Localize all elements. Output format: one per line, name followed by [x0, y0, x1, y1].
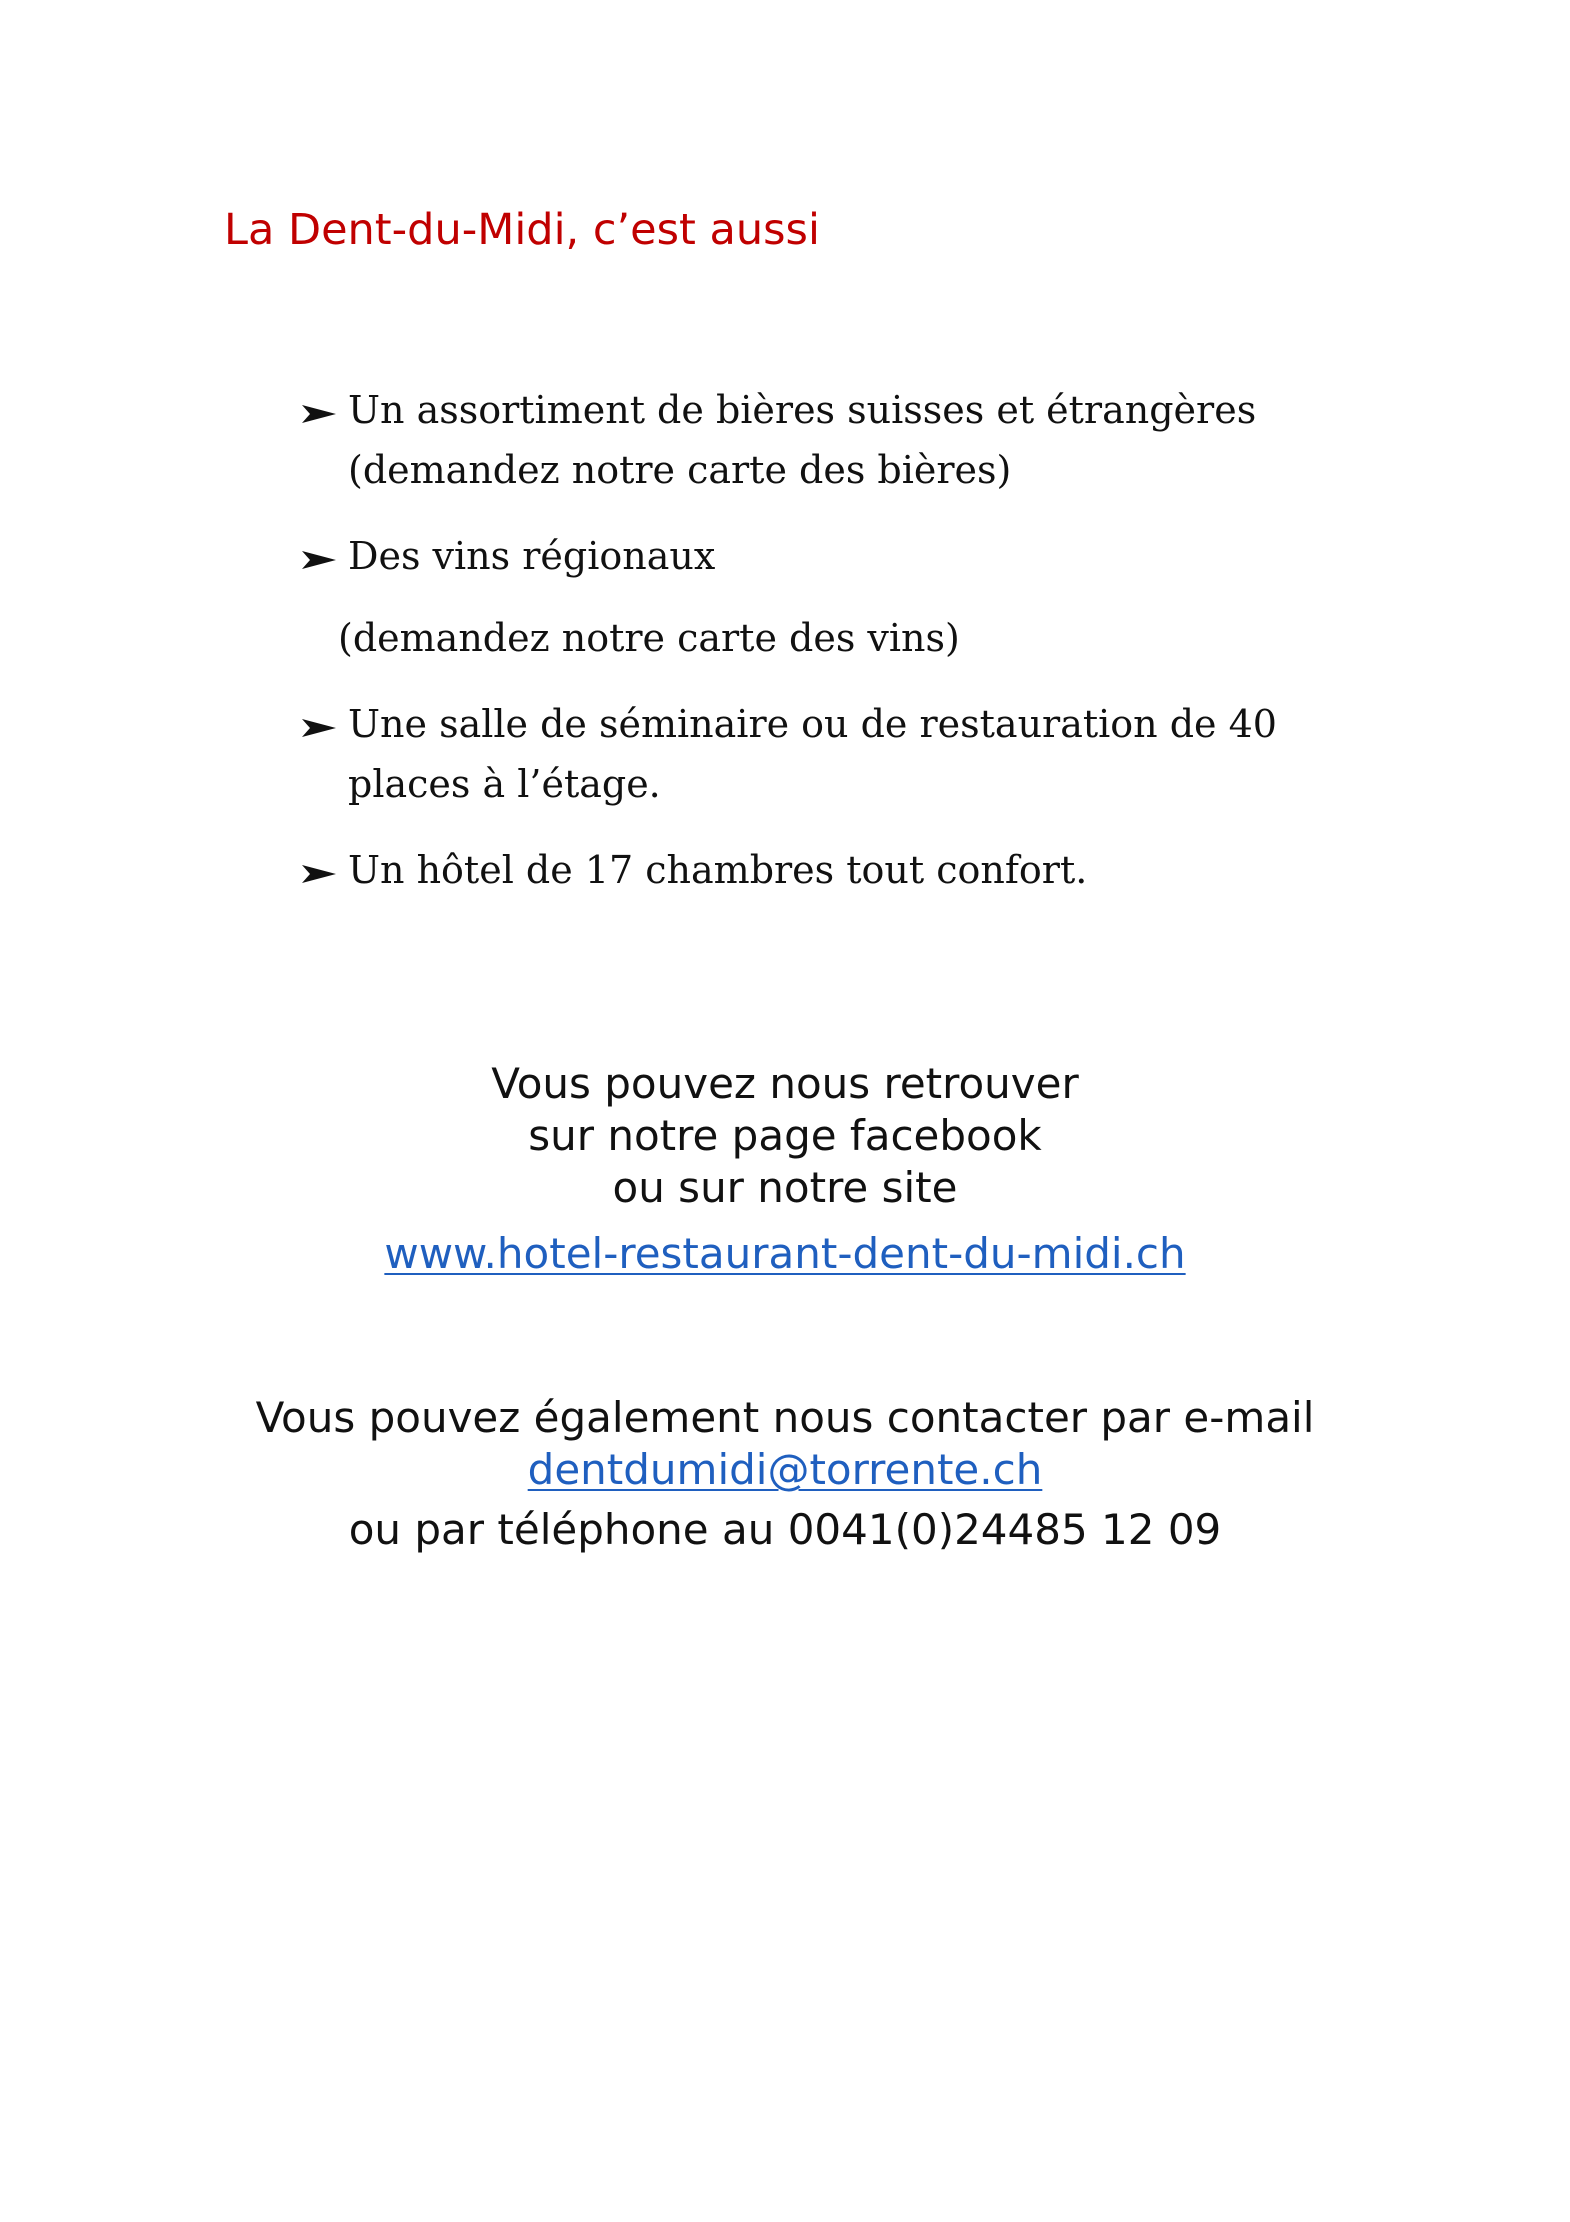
list-item [300, 526, 1400, 668]
phone-line: ou par téléphone au 0041(0)24485 12 09 [348, 1505, 1222, 1554]
arrowhead-bullet-icon [300, 526, 344, 586]
list-item-note: (demandez notre carte des vins) [338, 616, 960, 660]
find-us-line: ou sur notre site [612, 1163, 958, 1212]
list-item-line: (demandez notre carte des bières) [348, 448, 1012, 492]
list-item-line: Une salle de séminaire ou de restauration de 40 [348, 702, 1277, 746]
contact-section [0, 1392, 1570, 1560]
list-item-line: Un assortiment de bières suisses et étrangères [348, 388, 1257, 432]
list-item-line: Un hôtel de 17 chambres tout confort. [348, 848, 1088, 892]
list-item [300, 380, 1400, 500]
find-us-line: sur notre page facebook [528, 1111, 1042, 1160]
website-link[interactable]: www.hotel-restaurant-dent-du-midi.ch [384, 1229, 1186, 1278]
arrowhead-bullet-icon [300, 694, 344, 754]
list-item [300, 840, 1400, 900]
find-us-section [0, 1058, 1570, 1286]
list-item-line: places à l’étage. [348, 762, 661, 806]
email-link[interactable]: dentdumidi@torrente.ch [527, 1445, 1043, 1494]
list-item [300, 694, 1400, 814]
contact-line: Vous pouvez également nous contacter par e-mail [255, 1393, 1315, 1442]
list-item-line: Des vins régionaux [348, 534, 716, 578]
page-heading: La Dent-du-Midi, c’est aussi [224, 205, 820, 255]
find-us-line: Vous pouvez nous retrouver [491, 1059, 1079, 1108]
arrowhead-bullet-icon [300, 840, 344, 900]
arrowhead-bullet-icon [300, 380, 344, 440]
feature-list [300, 380, 1400, 900]
